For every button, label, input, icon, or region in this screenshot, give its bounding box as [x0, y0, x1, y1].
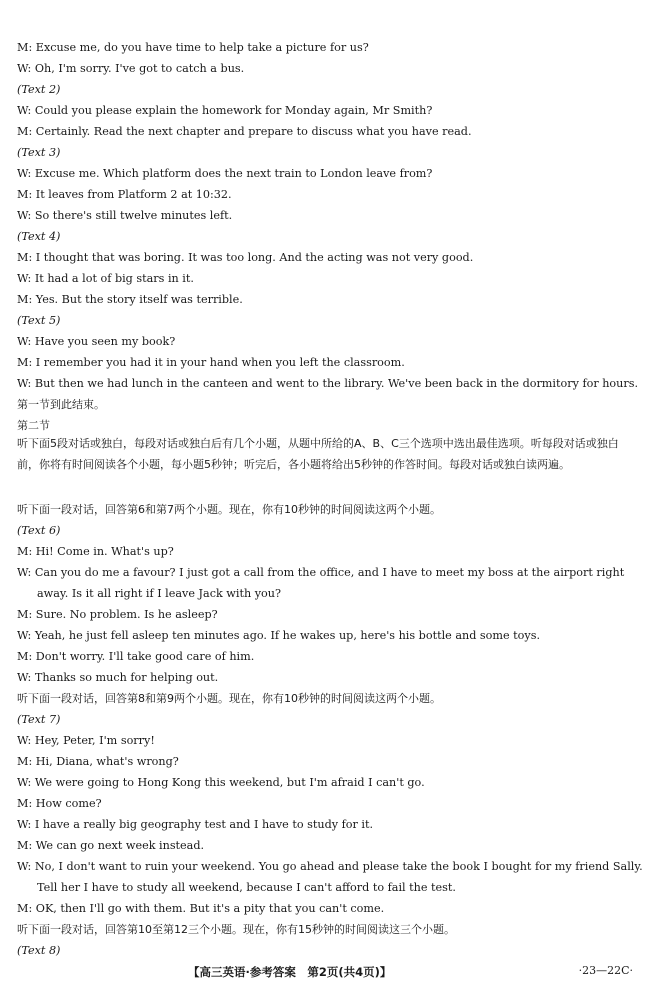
dialogue-line-continued: Tell her I have to study all weekend, because I can't afford to fail the test.: [37, 881, 456, 894]
dialogue-line: M: How come?: [17, 797, 102, 810]
dialogue-line: M: Hi! Come in. What's up?: [17, 545, 174, 558]
dialogue-line: W: It had a lot of big stars in it.: [17, 272, 194, 285]
dialogue-line: W: So there's still twelve minutes left.: [17, 209, 233, 222]
page-footer: [0, 964, 653, 980]
dialogue-line: W: But then we had lunch in the canteen and went to the library. We've been back in the dormitory for hours.: [17, 377, 639, 390]
dialogue-line: M: Excuse me, do you have time to help take a picture for us?: [17, 41, 369, 54]
text-heading: (Text 2): [17, 83, 61, 96]
dialogue-line: M: Don't worry. I'll take good care of him.: [17, 650, 255, 663]
dialogue-line: M: Certainly. Read the next chapter and prepare to discuss what you have read.: [17, 125, 472, 138]
dialogue-line: W: Can you do me a favour? I just got a call from the office, and I have to meet my boss at the airport right: [17, 566, 625, 579]
section-end-note: 第一节到此结束。: [17, 398, 105, 411]
dialogue-line: M: Yes. But the story itself was terrible.: [17, 293, 243, 306]
dialogue-line: M: OK, then I'll go with them. But it's a pity that you can't come.: [17, 902, 385, 915]
text-heading: (Text 7): [17, 713, 61, 726]
text-heading: (Text 3): [17, 146, 61, 159]
section-instructions: 听下面5段对话或独白，每段对话或独白后有几个小题，从题中所给的A、B、C三个选项中选出最佳选项。听每段对话或独白前，你将有时间阅读各个小题，每小题5秒钟；听完后，各小题将给出5秒钟的作答时间。每段对话或独白读两遍。: [17, 437, 619, 471]
footer-code: ·23—22C·: [578, 964, 633, 977]
dialogue-line: W: Thanks so much for helping out.: [17, 671, 219, 684]
dialogue-line: W: No, I don't want to ruin your weekend. You go ahead and please take the book I bought for my friend Sally.: [17, 860, 643, 873]
dialogue-line: W: I have a really big geography test and I have to study for it.: [17, 818, 374, 831]
dialogue-line: M: Hi, Diana, what's wrong?: [17, 755, 179, 768]
text-heading: (Text 6): [17, 524, 61, 537]
question-instruction: 听下面一段对话，回答第10至第12三个小题。现在，你有15秒钟的时间阅读这三个小题。: [17, 923, 455, 936]
dialogue-line: W: Have you seen my book?: [17, 335, 176, 348]
dialogue-line: W: Oh, I'm sorry. I've got to catch a bus.: [17, 62, 245, 75]
section-heading: 第二节: [17, 419, 50, 432]
question-instruction: 听下面一段对话，回答第6和第7两个小题。现在，你有10秒钟的时间阅读这两个小题。: [17, 503, 441, 516]
text-heading: (Text 4): [17, 230, 61, 243]
dialogue-line: M: I thought that was boring. It was too long. And the acting was not very good.: [17, 251, 474, 264]
question-instruction: 听下面一段对话，回答第8和第9两个小题。现在，你有10秒钟的时间阅读这两个小题。: [17, 692, 441, 705]
dialogue-line: W: Yeah, he just fell asleep ten minutes ago. If he wakes up, here's his bottle and some toys.: [17, 629, 541, 642]
dialogue-line: M: It leaves from Platform 2 at 10:32.: [17, 188, 232, 201]
dialogue-line: M: I remember you had it in your hand when you left the classroom.: [17, 356, 405, 369]
dialogue-line: W: We were going to Hong Kong this weekend, but I'm afraid I can't go.: [17, 776, 425, 789]
dialogue-line: W: Could you please explain the homework for Monday again, Mr Smith?: [17, 104, 433, 117]
text-heading: (Text 8): [17, 944, 61, 957]
dialogue-line: M: We can go next week instead.: [17, 839, 205, 852]
dialogue-line: W: Excuse me. Which platform does the next train to London leave from?: [17, 167, 433, 180]
dialogue-line: M: Sure. No problem. Is he asleep?: [17, 608, 218, 621]
dialogue-line-continued: away. Is it all right if I leave Jack with you?: [37, 587, 281, 600]
dialogue-line: W: Hey, Peter, I'm sorry!: [17, 734, 155, 747]
footer-page-info: 【高三英语·参考答案 第2页(共4页)】: [188, 965, 392, 979]
text-heading: (Text 5): [17, 314, 61, 327]
